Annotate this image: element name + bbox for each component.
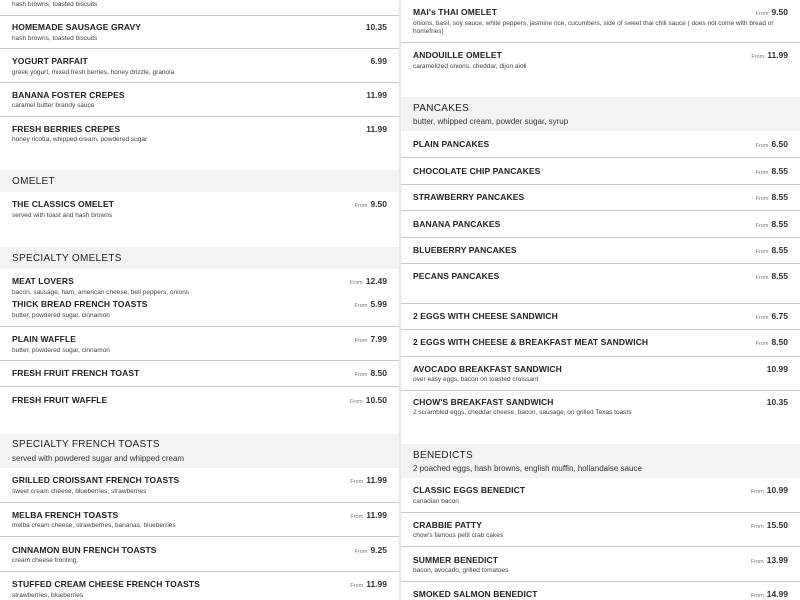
item-description-continued: homefries) (413, 28, 444, 35)
section-header-omelet (0, 170, 399, 192)
item-name-plain-waffle[interactable]: PLAIN WAFFLE (12, 334, 76, 344)
item-description: hash browns, toasted biscuits (12, 35, 98, 42)
item-price: 11.99 (366, 124, 387, 134)
item-price: 10.99 (766, 364, 788, 374)
item-price: From 11.99 (751, 50, 788, 60)
item-divider (0, 48, 399, 49)
item-divider (401, 42, 800, 43)
section-description: served with powdered sugar and whipped cream (12, 454, 185, 463)
section-header-specialty-omelets (0, 247, 399, 269)
item-divider (401, 581, 800, 582)
item-description: melba cream cheese, strawberries, bananas, blueberries (12, 522, 176, 529)
item-price: From 6.75 (755, 311, 788, 321)
item-price: From 8.50 (354, 368, 387, 378)
item-name-blueberry-pancakes[interactable]: BLUEBERRY PANCAKES (413, 245, 517, 255)
item-price: From 12.49 (349, 276, 387, 286)
item-price: From 15.50 (750, 520, 788, 530)
item-divider (0, 571, 399, 572)
item-name-melba-french-toasts[interactable]: MELBA FRENCH TOASTS (12, 510, 119, 520)
item-price: From 9.50 (354, 199, 387, 209)
item-divider (0, 15, 399, 16)
menu-right-column (401, 0, 800, 600)
section-description: butter, whipped cream, powder sugar, syrup (413, 117, 569, 126)
item-name-the-classics-omelet[interactable]: THE CLASSICS OMELET (12, 199, 115, 209)
item-name-chocolate-chip-pancakes[interactable]: CHOCOLATE CHIP PANCAKES (413, 166, 541, 176)
item-price: From 11.99 (350, 475, 387, 485)
item-divider (0, 116, 399, 117)
item-name-grilled-croissant-french-toasts[interactable]: GRILLED CROISSANT FRENCH TOASTS (12, 475, 180, 485)
item-price: From 9.25 (354, 545, 387, 555)
item-description: sweet cream cheese, blueberries, strawberries (12, 488, 147, 495)
menu-left-column (0, 0, 399, 600)
item-name-pecans-pancakes[interactable]: PECANS PANCAKES (413, 271, 500, 281)
item-divider (0, 536, 399, 537)
item-description: canadian bacon (413, 498, 459, 505)
item-divider (401, 184, 800, 185)
item-divider (401, 390, 800, 391)
item-name-yogurt-parfait[interactable]: YOGURT PARFAIT (12, 56, 88, 66)
item-divider (401, 512, 800, 513)
item-divider (401, 237, 800, 238)
item-name-thick-bread-french-toasts[interactable]: THICK BREAD FRENCH TOASTS (12, 299, 148, 309)
item-divider (0, 360, 399, 361)
item-name-banana-foster-crepes[interactable]: BANANA FOSTER CREPES (12, 90, 125, 100)
item-price: From 8.55 (755, 245, 788, 255)
item-description: hash browns, toasted biscuits (12, 1, 98, 8)
item-description: bacon, avocado, grilled tomatoes (413, 567, 509, 574)
item-name-avocado-breakfast-sandwich[interactable]: AVOCADO BREAKFAST SANDWICH (413, 364, 562, 374)
item-description: honey ricotta, whipped cream, powdered sugar (12, 136, 148, 143)
item-price: 6.99 (370, 56, 387, 66)
item-description: over easy eggs, bacon on toasted croissant (413, 376, 539, 383)
item-divider (401, 157, 800, 158)
item-name-fresh-fruit-french-toast[interactable]: FRESH FRUIT FRENCH TOAST (12, 368, 140, 378)
item-name-strawberry-pancakes[interactable]: STRAWBERRY PANCAKES (413, 192, 525, 202)
item-price: From 10.50 (349, 395, 387, 405)
item-price: From 11.99 (350, 510, 387, 520)
item-name-stuffed-cream-cheese-french-toasts[interactable]: STUFFED CREAM CHEESE FRENCH TOASTS (12, 579, 200, 589)
item-description: butter, powdered sugar, cinnamon (12, 312, 110, 319)
item-price: From 6.50 (755, 139, 788, 149)
item-price: From 8.55 (755, 219, 788, 229)
item-name-summer-benedict[interactable]: SUMMER BENEDICT (413, 555, 499, 565)
item-price: From 5.99 (354, 299, 387, 309)
item-divider (401, 546, 800, 547)
item-price: From 13.99 (750, 555, 788, 565)
item-price: From 7.99 (354, 334, 387, 344)
item-price: From 8.55 (755, 166, 788, 176)
item-name-homemade-sausage-gravy[interactable]: HOMEMADE SAUSAGE GRAVY (12, 22, 142, 32)
item-name-meat-lovers[interactable]: MEAT LOVERS (12, 276, 74, 286)
item-divider (0, 326, 399, 327)
section-title: OMELET (12, 176, 55, 187)
section-title: PANCAKES (413, 103, 470, 114)
item-description: chow's famous petit crab cakes (413, 532, 504, 539)
item-description: greek yogurt, mixed fresh berries, honey drizzle, granola (12, 69, 175, 76)
item-divider (0, 82, 399, 83)
item-price: 11.99 (366, 90, 387, 100)
item-description: onions, basil, soy sauce, white peppers, jasmine rice, cucumbers, side of sweet thai chili sauce ( does not come with bread or (413, 20, 774, 27)
item-description: strawberries, blueberries (12, 592, 84, 599)
item-price: 10.35 (365, 22, 387, 32)
item-price: From 14.99 (750, 589, 788, 599)
item-price: From 10.99 (750, 485, 788, 495)
item-price: From 9.50 (755, 7, 788, 17)
item-divider (401, 210, 800, 211)
item-divider (401, 356, 800, 357)
item-name-classic-eggs-benedict[interactable]: CLASSIC EGGS BENEDICT (413, 485, 526, 495)
item-name-plain-pancakes[interactable]: PLAIN PANCAKES (413, 139, 490, 149)
item-name-fresh-fruit-waffle[interactable]: FRESH FRUIT WAFFLE (12, 395, 108, 405)
item-description: caramel butter brandy sauce (12, 102, 95, 109)
item-description: 2 scrambled eggs, cheddar cheese, bacon, sausage, on grilled Texas toasts (413, 409, 632, 416)
item-name-banana-pancakes[interactable]: BANANA PANCAKES (413, 219, 501, 229)
item-name-2-eggs-with-cheese-sandwich[interactable]: 2 EGGS WITH CHEESE SANDWICH (413, 311, 558, 321)
section-title: SPECIALTY FRENCH TOASTS (12, 439, 160, 450)
item-name-cinnamon-bun-french-toasts[interactable]: CINNAMON BUN FRENCH TOASTS (12, 545, 157, 555)
item-name-chows-breakfast-sandwich[interactable]: CHOW'S BREAKFAST SANDWICH (413, 397, 554, 407)
item-name-mais-thai-omelet[interactable]: MAI's THAI OMELET (413, 7, 497, 17)
item-name-smoked-salmon-benedict[interactable]: SMOKED SALMON BENEDICT (413, 589, 538, 599)
item-description: caramelized onions, cheddar, dijon aioli (413, 63, 527, 70)
item-description: cream cheese fronting, (12, 557, 79, 564)
item-price: From 8.50 (755, 337, 788, 347)
section-header-specialty-french-toasts (0, 434, 399, 468)
item-divider (401, 329, 800, 330)
section-title: BENEDICTS (413, 450, 473, 461)
item-description: bacon, sausage, ham, american cheese, bell peppers, onions (12, 289, 190, 296)
item-price: 10.35 (766, 397, 788, 407)
item-description: butter, powdered sugar, cinnamon (12, 347, 110, 354)
section-header-pancakes (401, 97, 800, 131)
item-divider (0, 502, 399, 503)
item-price: From 8.55 (755, 192, 788, 202)
item-name-fresh-berries-crepes[interactable]: FRESH BERRIES CREPES (12, 124, 121, 134)
item-name-2-eggs-cheese-breakfast-meat-sandwich[interactable]: 2 EGGS WITH CHEESE & BREAKFAST MEAT SANDWICH (413, 337, 649, 347)
section-description: 2 poached eggs, hash browns, english muffin, hollandaise sauce (413, 464, 642, 473)
section-title: SPECIALTY OMELETS (12, 253, 122, 264)
item-divider (401, 303, 800, 304)
item-price: From 8.55 (755, 271, 788, 281)
item-divider (0, 386, 399, 387)
section-header-benedicts (401, 444, 800, 478)
item-name-crabbie-patty[interactable]: CRABBIE PATTY (413, 520, 482, 530)
item-price: From 11.99 (350, 579, 387, 589)
item-divider (401, 263, 800, 264)
item-description: served with toast and hash browns (12, 212, 113, 219)
item-name-andouille-omelet[interactable]: ANDOUILLE OMELET (413, 50, 502, 60)
